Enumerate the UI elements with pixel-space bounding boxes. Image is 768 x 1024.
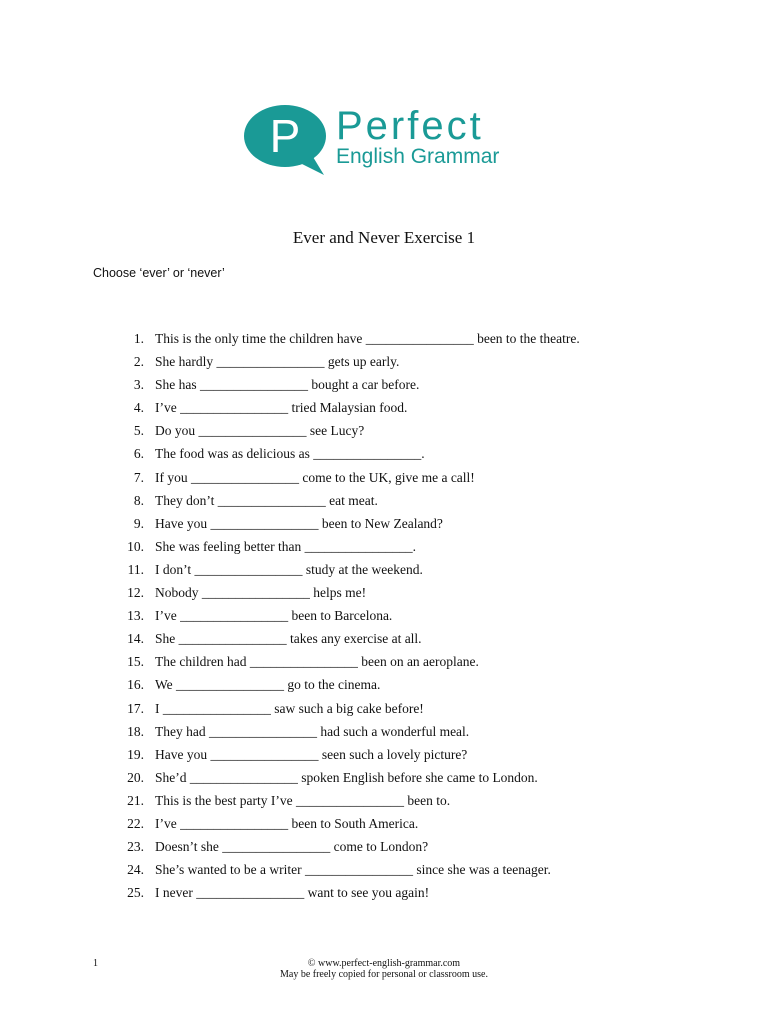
question-text: She’d ________________ spoken English before she came to London. — [155, 769, 538, 785]
question-number: 24. — [127, 862, 144, 878]
question-text: If you ________________ come to the UK, give me a call! — [155, 469, 475, 485]
instructions: Choose ‘ever’ or ‘never’ — [93, 266, 225, 280]
question-number: 15. — [127, 654, 144, 670]
question-number: 1. — [133, 331, 144, 346]
question-text: She ________________ takes any exercise at all. — [155, 631, 422, 647]
question-number: 13. — [127, 608, 144, 624]
speech-bubble-p-icon — [244, 104, 330, 176]
logo-word: Perfect — [336, 104, 484, 148]
page-number: 1 — [93, 958, 98, 969]
question-number: 9. — [133, 515, 144, 531]
question-text: I never ________________ want to see you again! — [155, 885, 430, 901]
question-number: 17. — [127, 700, 144, 716]
question-number: 12. — [127, 585, 144, 601]
footer — [0, 958, 768, 980]
question-number: 4. — [133, 400, 144, 416]
question-text: Do you ________________ see Lucy? — [155, 423, 365, 439]
perfect-english-grammar-logo — [244, 104, 534, 176]
question-number: 22. — [127, 815, 144, 831]
question-text: Have you ________________ been to New Zealand? — [155, 515, 443, 531]
question-text: They don’t ________________ eat meat. — [155, 492, 378, 508]
question-number: 18. — [127, 723, 144, 739]
question-number: 10. — [127, 538, 144, 554]
question-text: This is the best party I’ve ________________ been to. — [155, 792, 451, 808]
page-title: Ever and Never Exercise 1 — [292, 228, 476, 247]
question-number: 7. — [133, 469, 144, 485]
question-text: The children had ________________ been on an aeroplane. — [155, 654, 479, 670]
question-number: 23. — [127, 839, 144, 855]
question-text: Nobody ________________ helps me! — [155, 585, 367, 601]
question-text: She’s wanted to be a writer ________________ since she was a teenager. — [155, 862, 551, 878]
question-number: 14. — [127, 631, 144, 647]
question-number: 11. — [127, 561, 144, 577]
question-text: I’ve ________________ been to Barcelona. — [155, 608, 393, 624]
question-number: 8. — [133, 492, 144, 508]
question-text: She hardly ________________ gets up early. — [155, 354, 400, 370]
question-text: I ________________ saw such a big cake before! — [155, 700, 424, 716]
question-text: I don’t ________________ study at the weekend. — [155, 561, 423, 577]
question-number: 6. — [133, 446, 144, 462]
question-number: 16. — [127, 677, 144, 693]
question-text: This is the only time the children have ________________ been to the theatre. — [155, 331, 580, 346]
logo-subtitle: English Grammar — [336, 145, 500, 168]
question-number: 25. — [127, 885, 144, 901]
logo-badge-letter: P — [269, 110, 301, 162]
question-number: 20. — [127, 769, 144, 785]
question-text: I’ve ________________ been to South America. — [155, 815, 419, 831]
question-number: 21. — [127, 792, 144, 808]
question-text: We ________________ go to the cinema. — [155, 677, 381, 693]
question-text: She has ________________ bought a car before. — [155, 377, 420, 393]
question-text: Doesn’t she ________________ come to London? — [155, 839, 429, 855]
question-text: She was feeling better than ________________. — [155, 538, 416, 554]
question-number: 5. — [133, 423, 144, 439]
question-number: 2. — [133, 354, 144, 370]
question-text: I’ve ________________ tried Malaysian food. — [155, 400, 408, 416]
question-text: Have you ________________ seen such a lovely picture? — [155, 746, 468, 762]
question-number: 19. — [127, 746, 144, 762]
license-text: May be freely copied for personal or classroom use. — [280, 969, 488, 980]
question-number: 3. — [133, 377, 144, 393]
question-text: They had ________________ had such a wonderful meal. — [155, 723, 470, 739]
question-text: The food was as delicious as ________________. — [155, 446, 425, 462]
copyright-text: © www.perfect-english-grammar.com — [307, 958, 461, 969]
